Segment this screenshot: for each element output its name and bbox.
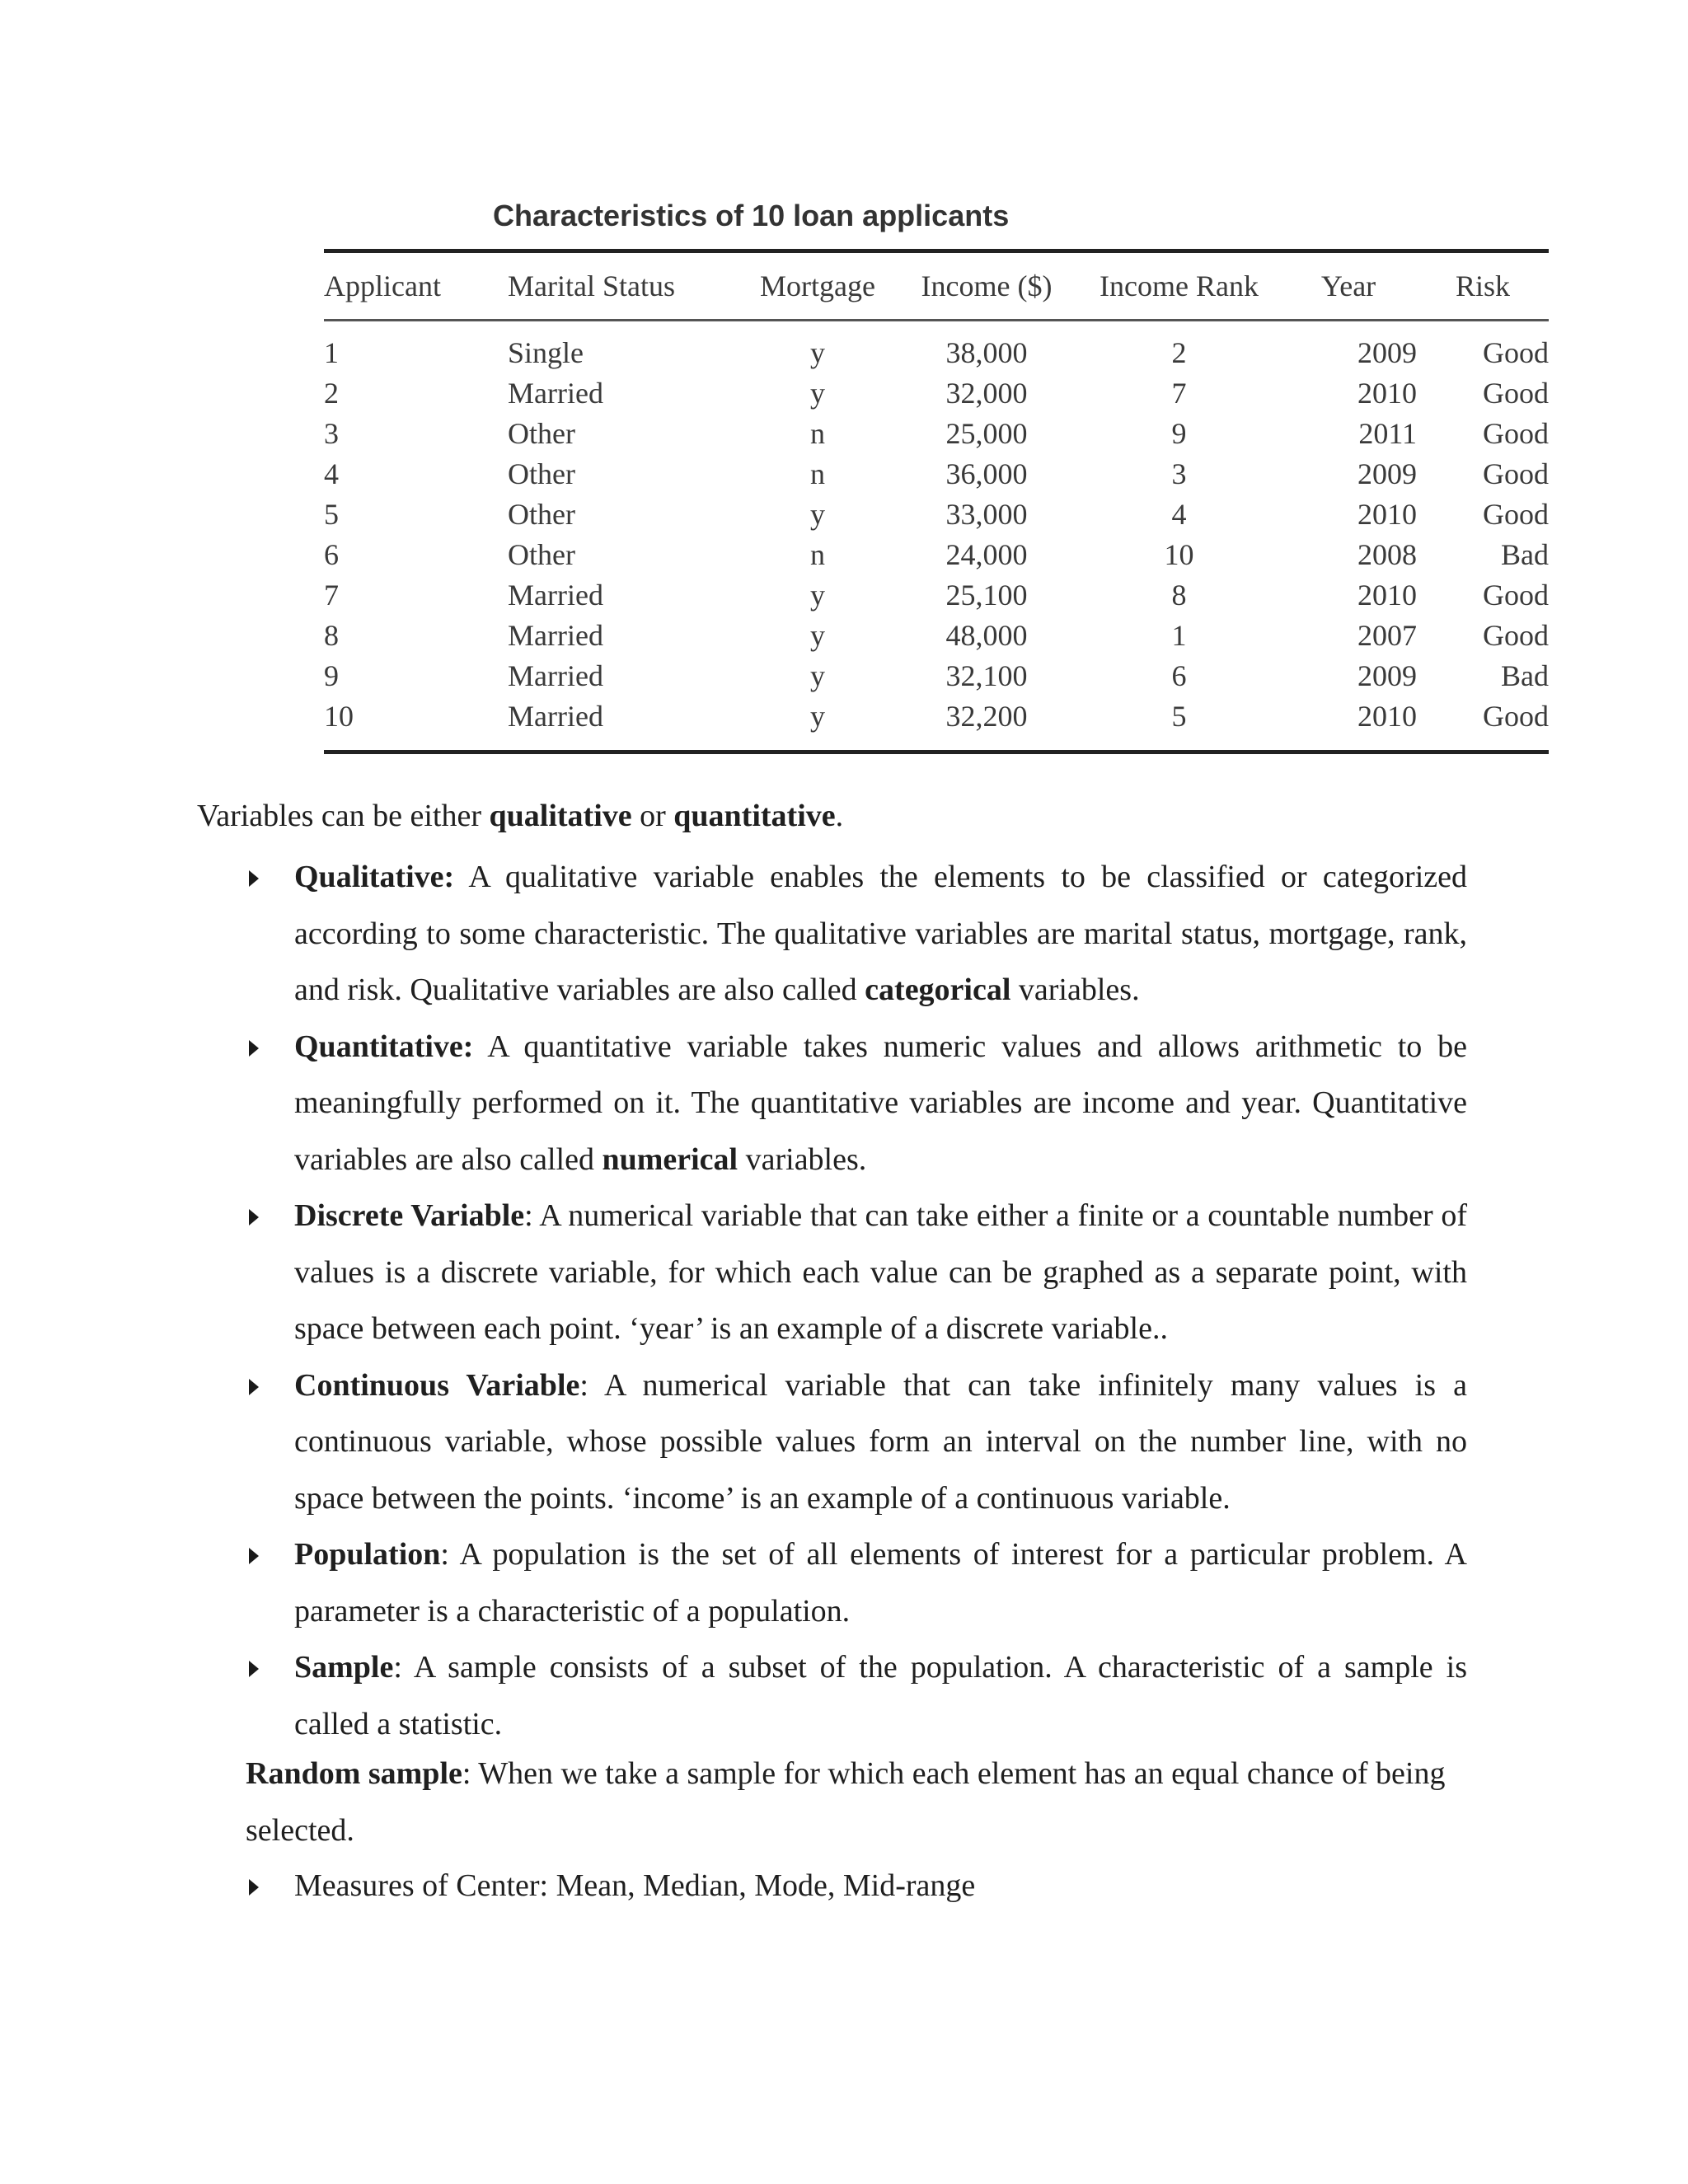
bullet-text: A quantitative variable takes numeric values and allows arithmetic to be meaningfully performed on it. The quantitative variables are income and year. Quantitative variables are also called bbox=[294, 1029, 1467, 1177]
triangle-bullet-icon bbox=[249, 1379, 259, 1395]
definition-item bbox=[239, 1526, 1467, 1639]
cell-year: 2010 bbox=[1357, 498, 1417, 531]
table-row bbox=[324, 616, 1549, 656]
header-income: Income ($) bbox=[921, 269, 1053, 302]
intro-mid: or bbox=[631, 799, 674, 833]
cell-income-rank: 7 bbox=[1171, 377, 1187, 410]
cell-mortgage: n bbox=[810, 417, 825, 450]
triangle-bullet-icon bbox=[249, 1040, 259, 1057]
cell-year: 2010 bbox=[1357, 377, 1417, 410]
cell-marital-status: Married bbox=[508, 659, 603, 692]
cell-mortgage: y bbox=[810, 336, 825, 369]
bullet-text: A qualitative variable enables the elements to be classified or categorized according to some characteristic. The qualitative variables are marital status, mortgage, rank, and risk. Qualitative variables are also called bbox=[294, 860, 1467, 1007]
bullet-term: Discrete Variable bbox=[294, 1198, 525, 1233]
cell-mortgage: y bbox=[810, 619, 825, 652]
cell-risk: Bad bbox=[1501, 538, 1549, 571]
random-sample-paragraph bbox=[246, 1746, 1467, 1858]
cell-risk: Good bbox=[1483, 619, 1549, 652]
loan-applicants-table bbox=[324, 249, 1549, 754]
bullet-text: : A sample consists of a subset of the population. A characteristic of a sample is called a statistic. bbox=[294, 1650, 1467, 1741]
bullet-bold-term: numerical bbox=[602, 1141, 738, 1177]
intro-sentence bbox=[197, 793, 843, 839]
cell-applicant: 4 bbox=[324, 457, 339, 490]
bullet-text-end: variables. bbox=[738, 1141, 867, 1177]
cell-mortgage: y bbox=[810, 579, 825, 612]
bullet-term: Quantitative: bbox=[294, 1029, 474, 1064]
bullet-text: : A numerical variable that can take infinitely many values is a continuous variable, whose possible values form an interval on the number line, with no space between the points. ‘income’ is an example of a continuous variable. bbox=[294, 1367, 1467, 1516]
cell-income: 25,100 bbox=[945, 579, 1028, 612]
cell-applicant: 2 bbox=[324, 377, 339, 410]
cell-mortgage: n bbox=[810, 457, 825, 490]
bullet-text: Measures of Center: Mean, Median, Mode, Mid-range bbox=[294, 1868, 976, 1903]
cell-income-rank: 10 bbox=[1164, 538, 1194, 571]
cell-applicant: 8 bbox=[324, 619, 339, 652]
bullet-bold-term: categorical bbox=[865, 972, 1011, 1007]
cell-marital-status: Single bbox=[508, 336, 584, 369]
cell-year: 2011 bbox=[1358, 417, 1417, 450]
cell-marital-status: Other bbox=[508, 417, 575, 450]
definition-item bbox=[239, 849, 1467, 1019]
cell-mortgage: y bbox=[810, 659, 825, 692]
header-marital-status: Marital Status bbox=[508, 269, 675, 302]
random-sample-text: : When we take a sample for which each element has an equal chance of being selected. bbox=[246, 1756, 1446, 1848]
table-row bbox=[324, 373, 1549, 414]
cell-year: 2008 bbox=[1357, 538, 1417, 571]
cell-applicant: 9 bbox=[324, 659, 339, 692]
cell-marital-status: Married bbox=[508, 700, 603, 733]
bullet-text: : A population is the set of all elements of interest for a particular problem. A parameter is a characteristic of a population. bbox=[294, 1537, 1467, 1629]
definition-list bbox=[239, 849, 1467, 1752]
table-row bbox=[324, 321, 1549, 374]
cell-income-rank: 5 bbox=[1171, 700, 1187, 733]
intro-post: . bbox=[835, 799, 844, 833]
bullet-term: Qualitative: bbox=[294, 860, 455, 894]
cell-marital-status: Married bbox=[508, 377, 603, 410]
cell-risk: Good bbox=[1483, 417, 1549, 450]
cell-mortgage: n bbox=[810, 538, 825, 571]
intro-term-qualitative: qualitative bbox=[489, 799, 632, 833]
measures-list bbox=[239, 1858, 1467, 1915]
cell-income-rank: 3 bbox=[1171, 457, 1187, 490]
triangle-bullet-icon bbox=[249, 1661, 259, 1677]
cell-applicant: 3 bbox=[324, 417, 339, 450]
cell-mortgage: y bbox=[810, 498, 825, 531]
cell-year: 2009 bbox=[1357, 336, 1417, 369]
header-year: Year bbox=[1320, 269, 1376, 302]
cell-marital-status: Married bbox=[508, 619, 603, 652]
cell-applicant: 5 bbox=[324, 498, 339, 531]
table-row bbox=[324, 575, 1549, 616]
bullet-text-end: variables. bbox=[1010, 972, 1140, 1007]
cell-income: 32,100 bbox=[945, 659, 1028, 692]
table-row bbox=[324, 696, 1549, 752]
triangle-bullet-icon bbox=[249, 1548, 259, 1564]
cell-risk: Good bbox=[1483, 377, 1549, 410]
definition-item bbox=[239, 1357, 1467, 1527]
cell-income: 25,000 bbox=[945, 417, 1028, 450]
definition-item bbox=[239, 1019, 1467, 1188]
intro-pre: Variables can be either bbox=[197, 799, 490, 833]
table-wrap bbox=[324, 249, 1549, 754]
bullet-term: Continuous Variable bbox=[294, 1367, 580, 1403]
cell-risk: Good bbox=[1483, 498, 1549, 531]
cell-risk: Good bbox=[1483, 700, 1549, 733]
definition-item bbox=[239, 1639, 1467, 1752]
cell-income: 32,000 bbox=[945, 377, 1028, 410]
table-row bbox=[324, 494, 1549, 535]
cell-marital-status: Married bbox=[508, 579, 603, 612]
table-row bbox=[324, 454, 1549, 494]
cell-income-rank: 9 bbox=[1171, 417, 1187, 450]
cell-year: 2010 bbox=[1357, 700, 1417, 733]
intro-term-quantitative: quantitative bbox=[673, 799, 836, 833]
bullet-text: : A numerical variable that can take either a finite or a countable number of values is a discrete variable, for which each value can be graphed as a separate point, with space between each point. ‘year’ is an example of a discrete variable.. bbox=[294, 1198, 1467, 1346]
table-row bbox=[324, 414, 1549, 454]
cell-income-rank: 1 bbox=[1171, 619, 1187, 652]
header-mortgage: Mortgage bbox=[760, 269, 875, 302]
cell-marital-status: Other bbox=[508, 498, 575, 531]
cell-income-rank: 8 bbox=[1171, 579, 1187, 612]
cell-year: 2009 bbox=[1357, 457, 1417, 490]
definition-item bbox=[239, 1188, 1467, 1357]
cell-applicant: 6 bbox=[324, 538, 339, 571]
cell-year: 2010 bbox=[1357, 579, 1417, 612]
header-applicant: Applicant bbox=[324, 269, 441, 302]
table-body bbox=[324, 321, 1549, 752]
table-row bbox=[324, 535, 1549, 575]
cell-applicant: 10 bbox=[324, 700, 354, 733]
cell-income: 38,000 bbox=[945, 336, 1028, 369]
cell-risk: Good bbox=[1483, 336, 1549, 369]
cell-applicant: 1 bbox=[324, 336, 339, 369]
cell-income: 33,000 bbox=[945, 498, 1028, 531]
cell-mortgage: y bbox=[810, 377, 825, 410]
triangle-bullet-icon bbox=[249, 1879, 259, 1896]
cell-income: 32,200 bbox=[945, 700, 1028, 733]
table-header-row bbox=[324, 251, 1549, 321]
cell-year: 2007 bbox=[1357, 619, 1417, 652]
cell-income-rank: 2 bbox=[1171, 336, 1187, 369]
cell-income: 36,000 bbox=[945, 457, 1028, 490]
triangle-bullet-icon bbox=[249, 870, 259, 887]
cell-year: 2009 bbox=[1357, 659, 1417, 692]
cell-risk: Good bbox=[1483, 579, 1549, 612]
cell-marital-status: Other bbox=[508, 538, 575, 571]
cell-income: 48,000 bbox=[945, 619, 1028, 652]
table-title: Characteristics of 10 loan applicants bbox=[493, 199, 1010, 232]
cell-applicant: 7 bbox=[324, 579, 339, 612]
random-sample-term: Random sample bbox=[246, 1756, 462, 1791]
header-risk: Risk bbox=[1455, 269, 1511, 302]
measures-item bbox=[239, 1858, 1467, 1915]
cell-income-rank: 6 bbox=[1171, 659, 1187, 692]
cell-income: 24,000 bbox=[945, 538, 1028, 571]
cell-income-rank: 4 bbox=[1171, 498, 1187, 531]
table-row bbox=[324, 656, 1549, 696]
header-income-rank: Income Rank bbox=[1100, 269, 1259, 302]
cell-risk: Bad bbox=[1501, 659, 1549, 692]
bullet-term: Sample bbox=[294, 1650, 394, 1685]
triangle-bullet-icon bbox=[249, 1209, 259, 1226]
cell-mortgage: y bbox=[810, 700, 825, 733]
cell-risk: Good bbox=[1483, 457, 1549, 490]
cell-marital-status: Other bbox=[508, 457, 575, 490]
bullet-term: Population bbox=[294, 1537, 441, 1572]
